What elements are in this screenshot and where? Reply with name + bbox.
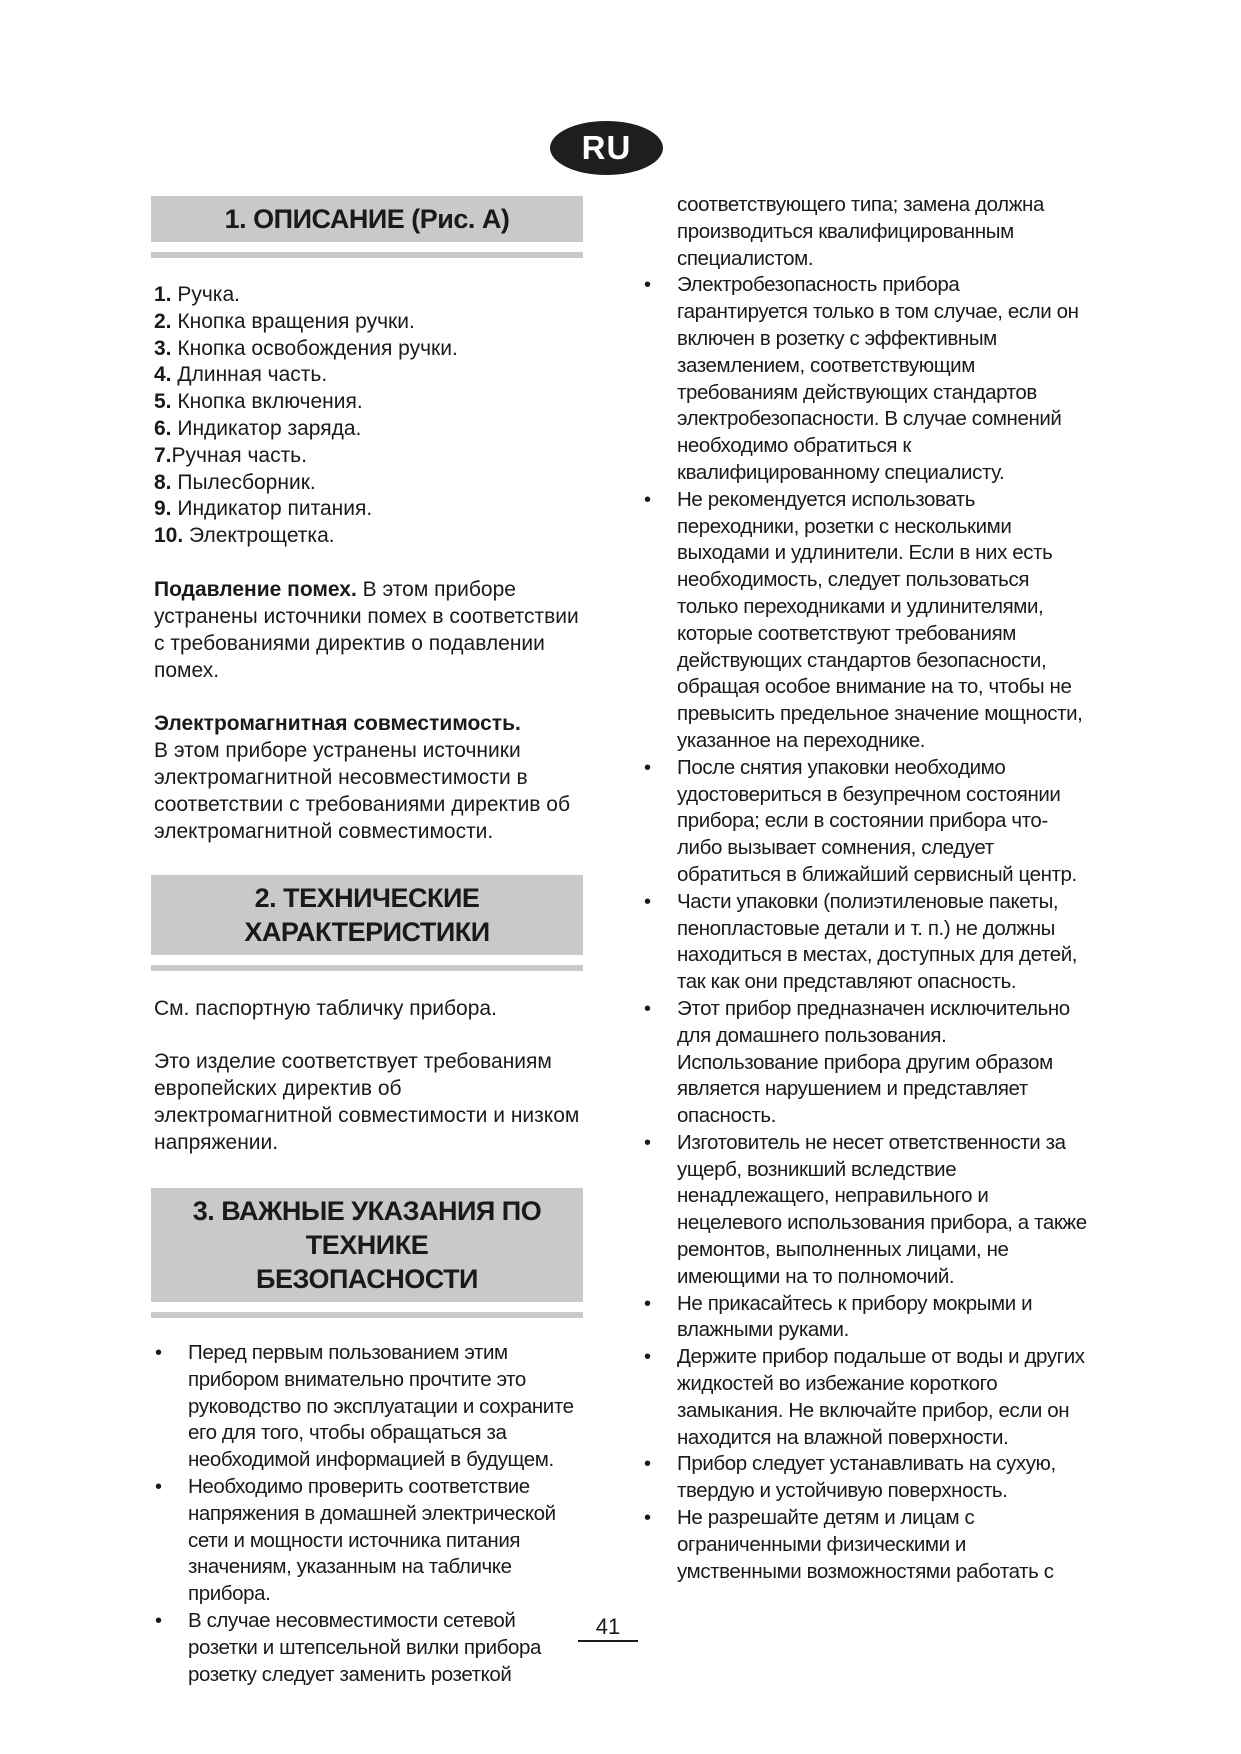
item-number: 6. (154, 416, 172, 440)
emc-paragraph (151, 710, 583, 845)
list-item: • Части упаковки (полиэтиленовые пакеты, пенопластовые детали и т. п.) не должны находиться в местах, доступных для детей, так как они представляют опасность. (640, 889, 1090, 996)
list-item: • Электробезопасность прибора гарантируется только в том случае, если он включен в розетку с эффективным заземлением, соответствующим требованиям действующих стандартов электробезопасности. В случае сомнений необходимо обратиться к квалифицированному специалисту. (640, 272, 1090, 486)
list-item: • Не прикасайтесь к прибору мокрыми и влажными руками. (640, 1291, 1090, 1345)
section-2-rule (151, 965, 583, 971)
section-3 (151, 1188, 583, 1318)
list-item (154, 523, 583, 550)
list-item (154, 470, 583, 497)
item-text: Кнопка освобождения ручки. (177, 336, 458, 360)
list-item (154, 389, 583, 416)
item-text: Пылесборник. (177, 470, 316, 494)
emc-heading: Электромагнитная совместимость. (154, 711, 521, 735)
right-column (640, 193, 1090, 1585)
list-item: • Не разрешайте детям и лицам с ограниченными физическими и умственными возможностями работать с (640, 1505, 1090, 1585)
section-2 (151, 875, 583, 971)
item-number: 3. (154, 336, 172, 360)
interference-paragraph (151, 576, 583, 684)
list-item: • Этот прибор предназначен исключительно для домашнего пользования. Использование прибора другим образом является нарушением и представляет опасность. (640, 996, 1090, 1130)
item-text: Электрощетка. (189, 524, 335, 548)
item-text: Ручка. (177, 283, 240, 306)
list-item: • После снятия упаковки необходимо удостовериться в безупречном состоянии прибора; если в состоянии прибора что-либо вызывает сомнения, следует обратиться в ближайший сервисный центр. (640, 755, 1090, 889)
safety-list-right (640, 272, 1090, 1585)
interference-text: В этом приборе устранены источники помех в соответствии с требованиями директив о подавлении помех. (154, 577, 579, 682)
list-item (154, 362, 583, 389)
parts-list (154, 282, 583, 550)
item-number: 4. (154, 363, 172, 387)
continuation-text: соответствующего типа; замена должна производиться квалифицированным специалистом. (677, 193, 1044, 270)
section-3-title-line1: 3. ВАЖНЫЕ УКАЗАНИЯ ПО ТЕХНИКЕ (192, 1195, 542, 1260)
item-number: 8. (154, 470, 172, 494)
directives-paragraph: Это изделие соответствует требованиям европейских директив об электромагнитной совместимости и низком напряжении. (154, 1049, 580, 1154)
item-number: 10. (154, 524, 184, 548)
item-text: Кнопка вращения ручки. (177, 309, 415, 333)
list-item: • В случае несовместимости сетевой розетки и штепсельной вилки прибора розетку следует заменить розеткой (151, 1608, 583, 1688)
list-item (154, 282, 583, 309)
left-column (151, 196, 583, 1688)
safety-list-left (151, 1340, 583, 1688)
section-3-rule (151, 1312, 583, 1318)
list-item: • Изготовитель не несет ответственности за ущерб, возникший вследствие ненадлежащего, неправильного и нецелевого использования прибора, а также ремонтов, выполненных лицами, не имеющими на то полномочий. (640, 1130, 1090, 1291)
list-item: • Держите прибор подальше от воды и других жидкостей во избежание короткого замыкания. Не включайте прибор, если он находится на влажной поверхности. (640, 1344, 1090, 1451)
list-item (154, 336, 583, 363)
item-text: Ручная часть. (171, 443, 307, 467)
item-text: Длинная часть. (177, 363, 328, 387)
list-item: • Не рекомендуется использовать переходники, розетки с несколькими выходами и удлинители. Если в них есть необходимость, следует пользоваться только переходниками и удлинителями, которые соответствуют требованиям действующих стандартов безопасности, обращая особое внимание на то, чтобы не превысить предельное значение мощности, указанное на переходнике. (640, 487, 1090, 755)
item-text: Индикатор заряда. (177, 416, 362, 440)
page-number: 41 (578, 1614, 638, 1642)
section-1-rule (151, 252, 583, 258)
language-badge: RU (550, 121, 663, 175)
list-item: • Прибор следует устанавливать на сухую, твердую и устойчивую поверхность. (640, 1451, 1090, 1505)
item-number: 2. (154, 309, 172, 333)
interference-heading: Подавление помех. (154, 577, 357, 601)
nameplate-paragraph: См. паспортную табличку прибора. (154, 996, 497, 1020)
item-text: Кнопка включения. (177, 390, 363, 414)
emc-text: В этом приборе устранены источники электромагнитной несовместимости в соответствии с требованиями директив об электромагнитной совместимости. (154, 738, 571, 843)
section-2-header (151, 875, 583, 955)
item-number: 7. (154, 443, 172, 467)
section-3-header (151, 1188, 583, 1302)
list-item: • Необходимо проверить соответствие напряжения в домашней электрической сети и мощности источника питания значениям, указанным на табличке прибора. (151, 1474, 583, 1608)
section-1-header (151, 196, 583, 242)
list-item (154, 443, 583, 470)
item-text: Индикатор питания. (177, 497, 373, 521)
list-item (154, 416, 583, 443)
list-item (154, 496, 583, 523)
section-2-title: 2. ТЕХНИЧЕСКИЕ ХАРАКТЕРИСТИКИ (244, 882, 490, 947)
section-3-title-line2: БЕЗОПАСНОСТИ (256, 1263, 478, 1294)
item-number: 5. (154, 390, 172, 414)
item-number: 9. (154, 497, 172, 521)
item-number: 1. (154, 283, 172, 306)
list-item: • Перед первым пользованием этим прибором внимательно прочтите это руководство по эксплуатации и сохраните его для того, чтобы обращаться за необходимой информацией в будущем. (151, 1340, 583, 1474)
section-1-title: 1. ОПИСАНИЕ (Рис. А) (224, 204, 510, 234)
list-item (154, 309, 583, 336)
